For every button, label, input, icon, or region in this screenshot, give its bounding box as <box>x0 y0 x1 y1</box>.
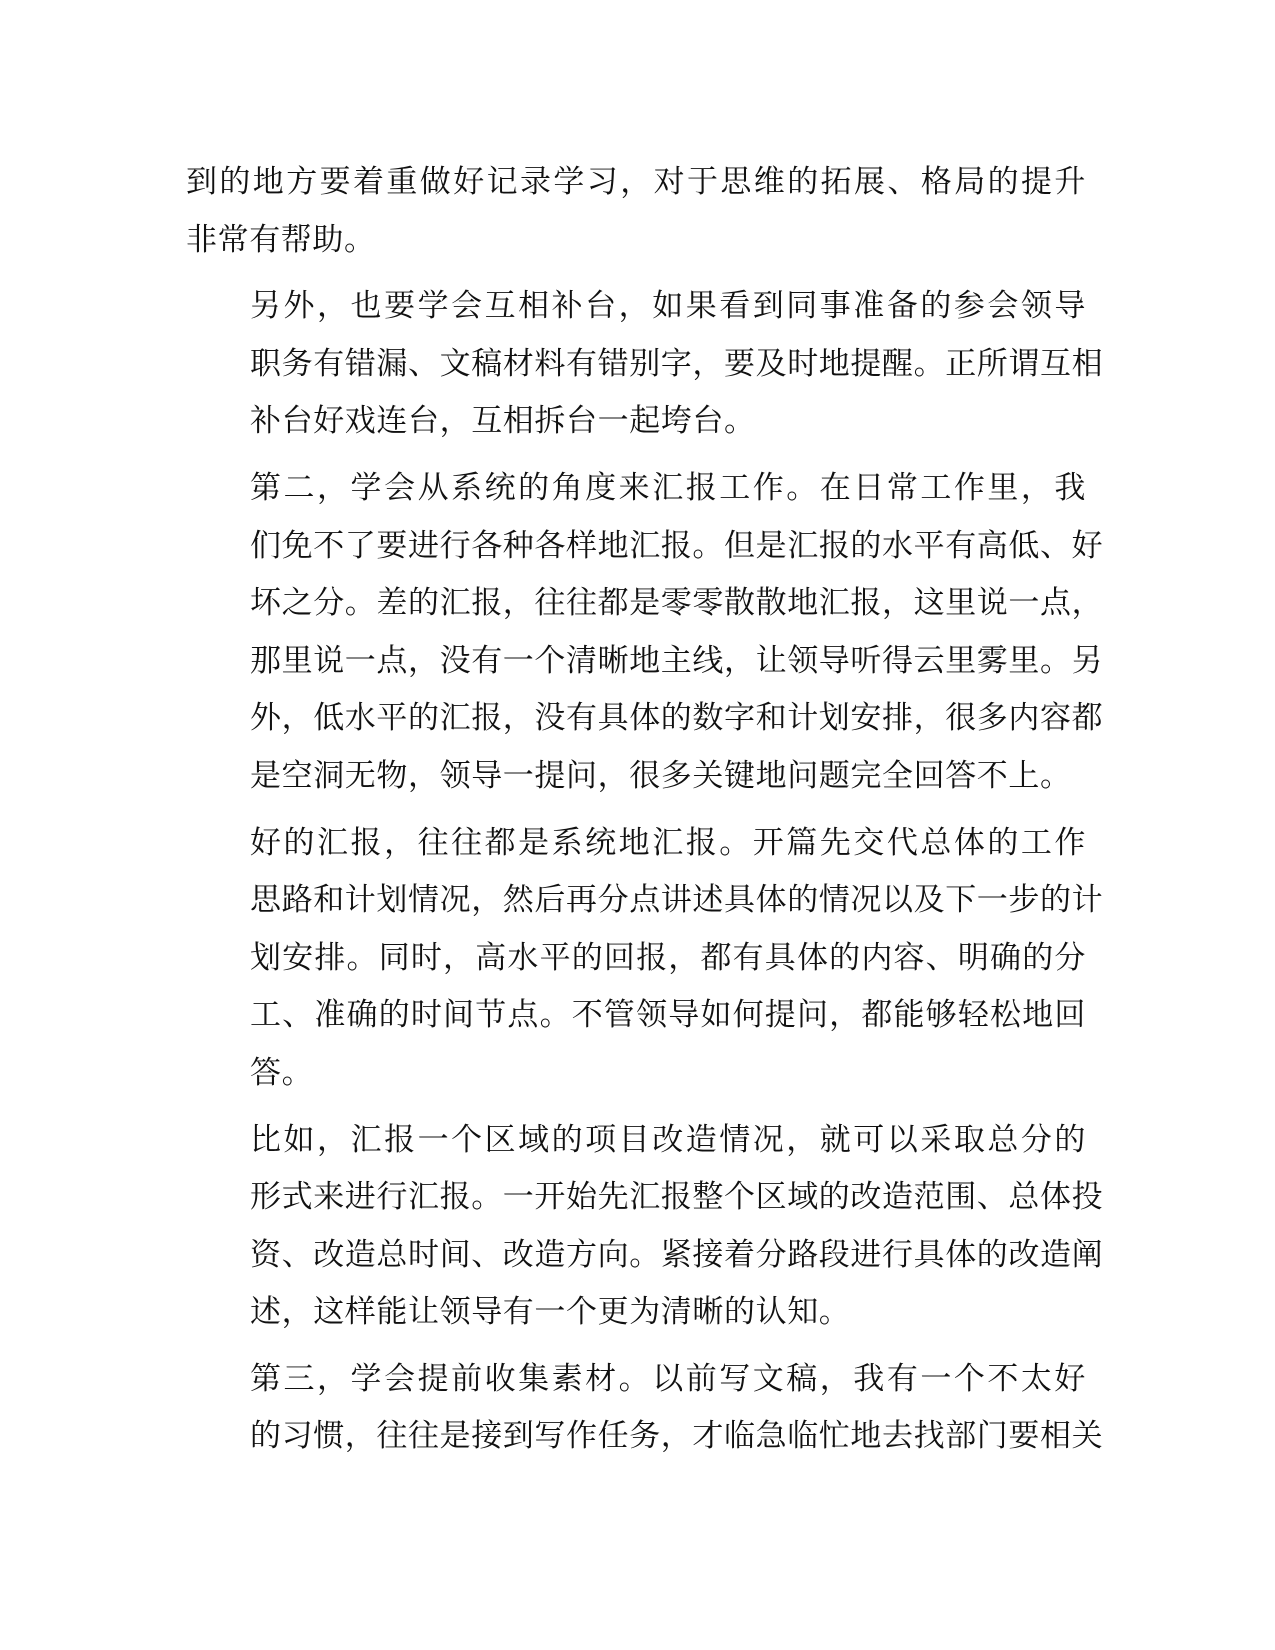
text-line: 思路和计划情况，然后再分点讲述具体的情况以及下一步的计 <box>250 882 1104 919</box>
paragraph <box>186 278 1104 451</box>
text-line: 外，低水平的汇报，没有具体的数字和计划安排，很多内容都 <box>250 700 1104 737</box>
text-line: 非常有帮助。 <box>186 221 376 258</box>
text-line: 坏之分。差的汇报，往往都是零零散散地汇报，这里说一点， <box>250 585 1104 622</box>
text-line: 工、准确的时间节点。不管领导如何提问，都能够轻松地回 <box>250 997 1086 1034</box>
text-line: 划安排。同时，高水平的回报，都有具体的内容、明确的分 <box>250 939 1086 976</box>
text-line: 是空洞无物，领导一提问，很多关键地问题完全回答不上。 <box>250 757 1072 794</box>
paragraph <box>186 815 1104 1103</box>
text-line: 述，这样能让领导有一个更为清晰的认知。 <box>250 1294 851 1331</box>
text-line: 第三，学会提前收集素材。以前写文稿，我有一个不太好 <box>250 1360 1086 1397</box>
text-line: 第二，学会从系统的角度来汇报工作。在日常工作里，我 <box>250 469 1086 506</box>
text-line: 的习惯，往往是接到写作任务，才临急临忙地去找部门要相关 <box>250 1418 1104 1455</box>
text-line: 答。 <box>250 1054 314 1091</box>
text-line: 好的汇报，往往都是系统地汇报。开篇先交代总体的工作 <box>250 824 1086 861</box>
paragraph <box>186 1112 1104 1342</box>
paragraph <box>186 460 1104 806</box>
text-line: 补台好戏连台，互相拆台一起垮台。 <box>250 403 756 440</box>
document-body <box>186 154 1104 1475</box>
paragraph <box>186 1351 1104 1466</box>
text-line: 另外，也要学会互相补台，如果看到同事准备的参会领导 <box>250 288 1086 325</box>
text-line: 资、改造总时间、改造方向。紧接着分路段进行具体的改造阐 <box>250 1236 1104 1273</box>
text-line: 那里说一点，没有一个清晰地主线，让领导听得云里雾里。另 <box>250 642 1104 679</box>
paragraph <box>186 154 1086 269</box>
text-line: 们免不了要进行各种各样地汇报。但是汇报的水平有高低、好 <box>250 527 1104 564</box>
text-line: 形式来进行汇报。一开始先汇报整个区域的改造范围、总体投 <box>250 1179 1104 1216</box>
text-line: 职务有错漏、文稿材料有错别字，要及时地提醒。正所谓互相 <box>250 345 1104 382</box>
text-line: 到的地方要着重做好记录学习，对于思维的拓展、格局的提升 <box>186 164 1086 200</box>
text-line: 比如，汇报一个区域的项目改造情况，就可以采取总分的 <box>250 1121 1086 1158</box>
